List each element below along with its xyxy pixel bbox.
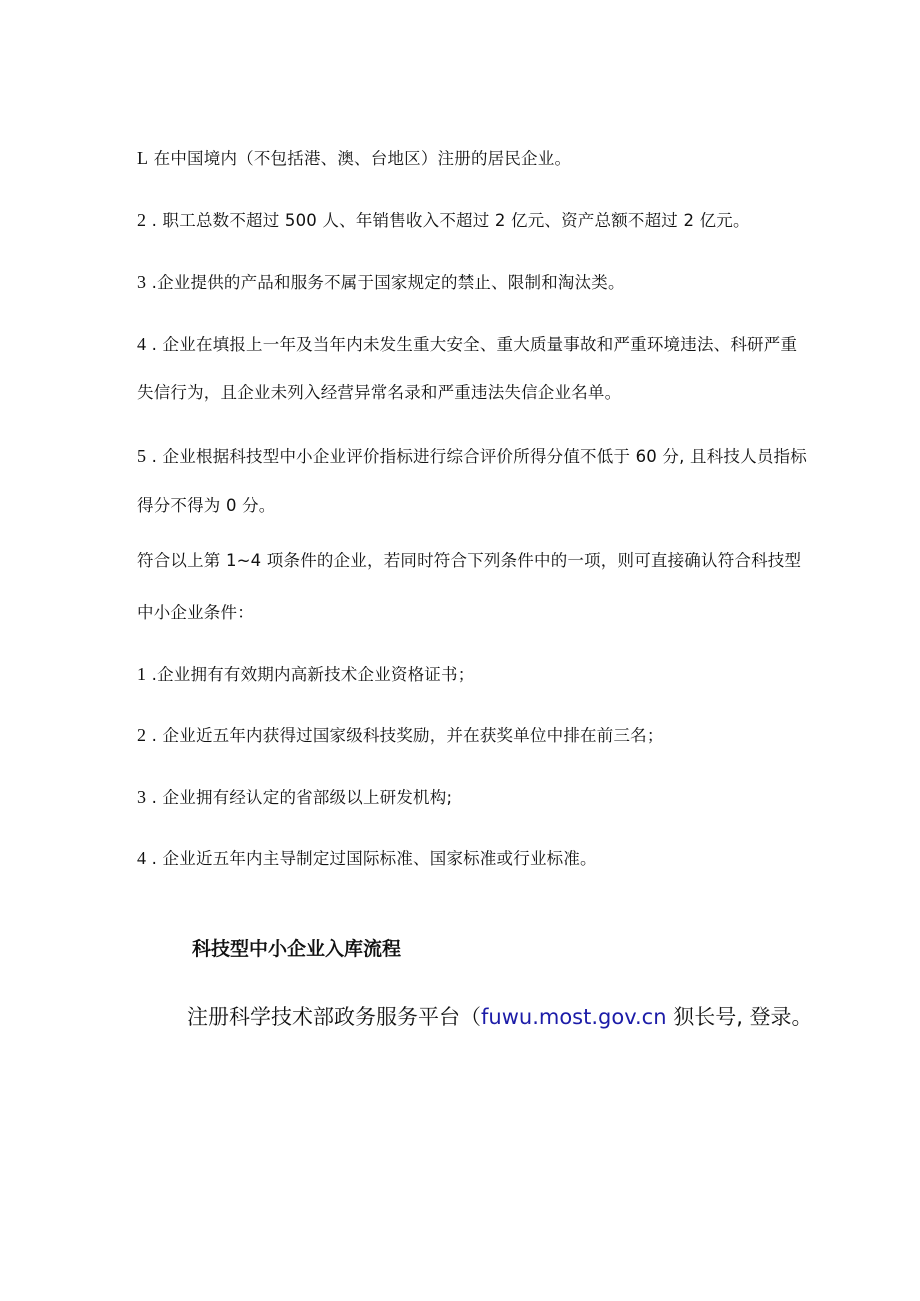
item-text: .企业提供的产品和服务不属于国家规定的禁止、限制和淘汰类。 bbox=[146, 273, 625, 292]
intro-line-1: 符合以上第 1~4 项条件的企业，若同时符合下列条件中的一项，则可直接确认符合科技型 bbox=[137, 551, 802, 570]
item-text: . 职工总数不超过 500 人、年销售收入不超过 2 亿元、资产总额不超过 2 亿元。 bbox=[146, 211, 750, 230]
item-number: 2 bbox=[137, 725, 147, 745]
condition-5 bbox=[137, 446, 807, 467]
item-number: 4 bbox=[137, 334, 147, 354]
condition-5-continued: 得分不得为 0 分。 bbox=[137, 496, 276, 515]
direct-condition-4 bbox=[137, 848, 597, 869]
item-text: . 企业在填报上一年及当年内未发生重大安全、重大质量事故和严重环境违法、科研严重 bbox=[146, 335, 798, 354]
item-number: 4 bbox=[137, 848, 147, 868]
intro-line-2: 中小企业条件： bbox=[137, 603, 254, 622]
condition-4-continued: 失信行为，且企业未列入经营异常名录和严重违法失信企业名单。 bbox=[137, 383, 622, 402]
condition-2 bbox=[137, 210, 750, 231]
item-number: 3 bbox=[137, 787, 147, 807]
item-number: 3 bbox=[137, 272, 147, 292]
step-suffix: 狈长号, 登录。 bbox=[666, 1005, 813, 1029]
item-text: 在中国境内（不包括港、澳、台地区）注册的居民企业。 bbox=[148, 149, 572, 168]
direct-condition-3 bbox=[137, 787, 452, 808]
item-number: 2 bbox=[137, 210, 147, 230]
item-text: .企业拥有有效期内高新技术企业资格证书； bbox=[146, 665, 475, 684]
direct-condition-1 bbox=[137, 664, 474, 685]
step-prefix: 注册科学技术部政务服务平台（ bbox=[187, 1005, 481, 1029]
step-1 bbox=[187, 1001, 813, 1031]
item-number: L bbox=[137, 148, 149, 168]
item-text: . 企业近五年内主导制定过国际标准、国家标准或行业标准。 bbox=[146, 849, 597, 868]
platform-link[interactable]: fuwu.most.gov.cn bbox=[481, 1005, 667, 1029]
direct-condition-2 bbox=[137, 725, 664, 746]
item-text: . 企业根据科技型中小企业评价指标进行综合评价所得分值不低于 60 分, 且科技人员指标 bbox=[146, 447, 807, 466]
section-heading: 科技型中小企业入库流程 bbox=[192, 938, 402, 960]
item-text: . 企业近五年内获得过国家级科技奖励，并在获奖单位中排在前三名； bbox=[146, 726, 664, 745]
item-text: . 企业拥有经认定的省部级以上研发机构; bbox=[146, 788, 453, 807]
condition-3 bbox=[137, 272, 625, 293]
item-number: 1 bbox=[137, 664, 147, 684]
condition-4 bbox=[137, 334, 797, 355]
condition-1 bbox=[137, 148, 571, 169]
item-number: 5 bbox=[137, 446, 147, 466]
